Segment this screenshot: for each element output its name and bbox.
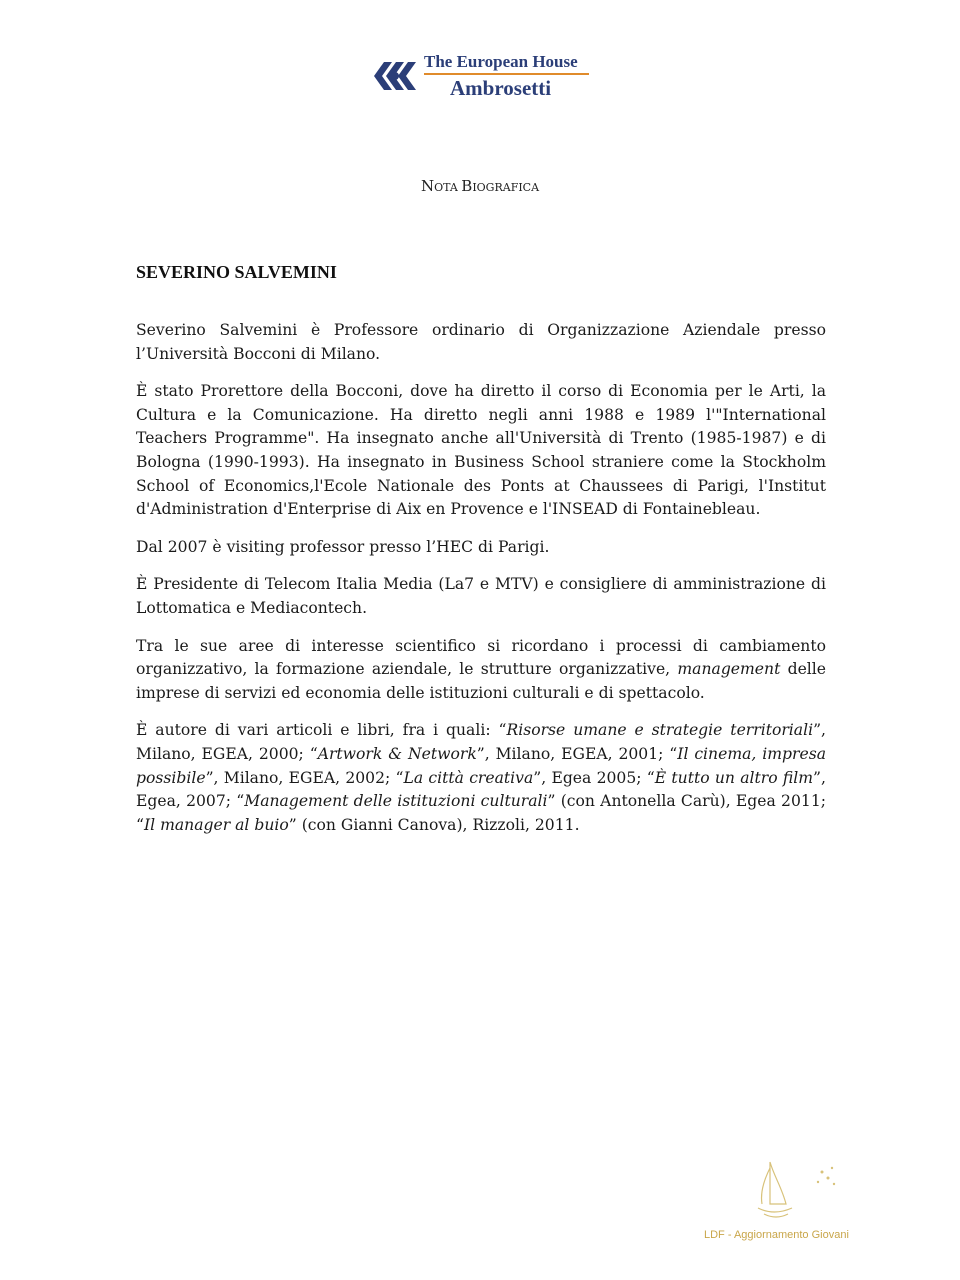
- logo-line-2: Ambrosetti: [450, 76, 552, 100]
- ambrosetti-logo: [372, 52, 592, 102]
- p5-text-c: delle imprese di servizi ed economia delle istituzioni culturali e di spettacolo.: [136, 660, 827, 702]
- book-title: Risorse umane e strategie territoriali: [506, 721, 814, 740]
- subtitle-rest-2: IOGRAFICA: [472, 181, 540, 194]
- p5-text-a: Tra le sue aree di interesse scientifico si ricordano i processi di cambiamento organizzativo, la formazione aziendale, le strutture organizzative,: [136, 636, 826, 679]
- p6-text: ”, Egea, 2007; “: [136, 768, 826, 811]
- p6-text: ” (con Gianni Canova), Rizzoli, 2011.: [288, 815, 580, 834]
- sailboat-icon: [752, 1158, 842, 1228]
- p6-text: ”, Egea 2005; “: [533, 768, 655, 787]
- paragraph-2: È stato Prorettore della Bocconi, dove ha diretto il corso di Economia per le Arti, la Cultura e la Comunicazione. Ha diretto negli anni 1988 e 1989 l'"International Teachers Programme". Ha insegnato anche all'Università di Trento (1985-1987) e di Bologna (1990-1993). Ha insegnato in Business School straniere come la Stockholm School of Economics,l'Ecole Nationale des Ponts at Chaussees di Parigi, l'Institut d'Administration d'Enterprise di Aix en Provence e l'INSEAD di Fontainebleau.: [136, 382, 826, 519]
- paragraph-4: È Presidente di Telecom Italia Media (La7 e MTV) e consigliere di amministrazione di Lottomatica e Mediacontech.: [136, 575, 826, 617]
- subtitle-initial-2: B: [461, 177, 473, 195]
- p6-text: ”, Milano, EGEA, 2001; “: [476, 744, 678, 763]
- footer-text: LDF - Aggiornamento Giovani: [704, 1229, 849, 1241]
- paragraph-3: Dal 2007 è visiting professor presso l’HEC di Parigi.: [136, 537, 550, 556]
- paragraph-1: Severino Salvemini è Professore ordinario di Organizzazione Aziendale presso l’Università Bocconi di Milano.: [136, 321, 826, 363]
- paragraph-5: [136, 635, 826, 706]
- book-title: Il cinema, impresa possibile: [136, 744, 826, 787]
- ambrosetti-logo-icon: [372, 56, 418, 96]
- subtitle-rest-1: OTA: [434, 181, 462, 194]
- book-title: Artwork & Network: [317, 744, 477, 763]
- p6-text: ” (con Antonella Carù), Egea 2011; “: [136, 792, 826, 834]
- person-name: SEVERINO SALVEMINI: [136, 262, 337, 282]
- subtitle-initial-1: N: [420, 177, 435, 195]
- document-subtitle: [0, 177, 960, 195]
- book-title: La città creativa: [403, 768, 534, 787]
- logo-line-1: The European House: [424, 52, 578, 71]
- biography-body: [136, 319, 826, 851]
- paragraph-6: [136, 719, 826, 837]
- book-title: È tutto un altro film: [654, 768, 814, 787]
- p6-text: ”, Milano, EGEA, 2002; “: [205, 768, 404, 787]
- p6-text: ”, Milano, EGEA, 2000; “: [136, 721, 826, 763]
- logo-divider: [424, 73, 589, 75]
- book-title: Il manager al buio: [143, 815, 289, 834]
- p6-text: È autore di vari articoli e libri, fra i quali: “: [136, 721, 507, 740]
- p5-emphasis: management: [677, 660, 781, 679]
- book-title: Management delle istituzioni culturali: [244, 792, 548, 811]
